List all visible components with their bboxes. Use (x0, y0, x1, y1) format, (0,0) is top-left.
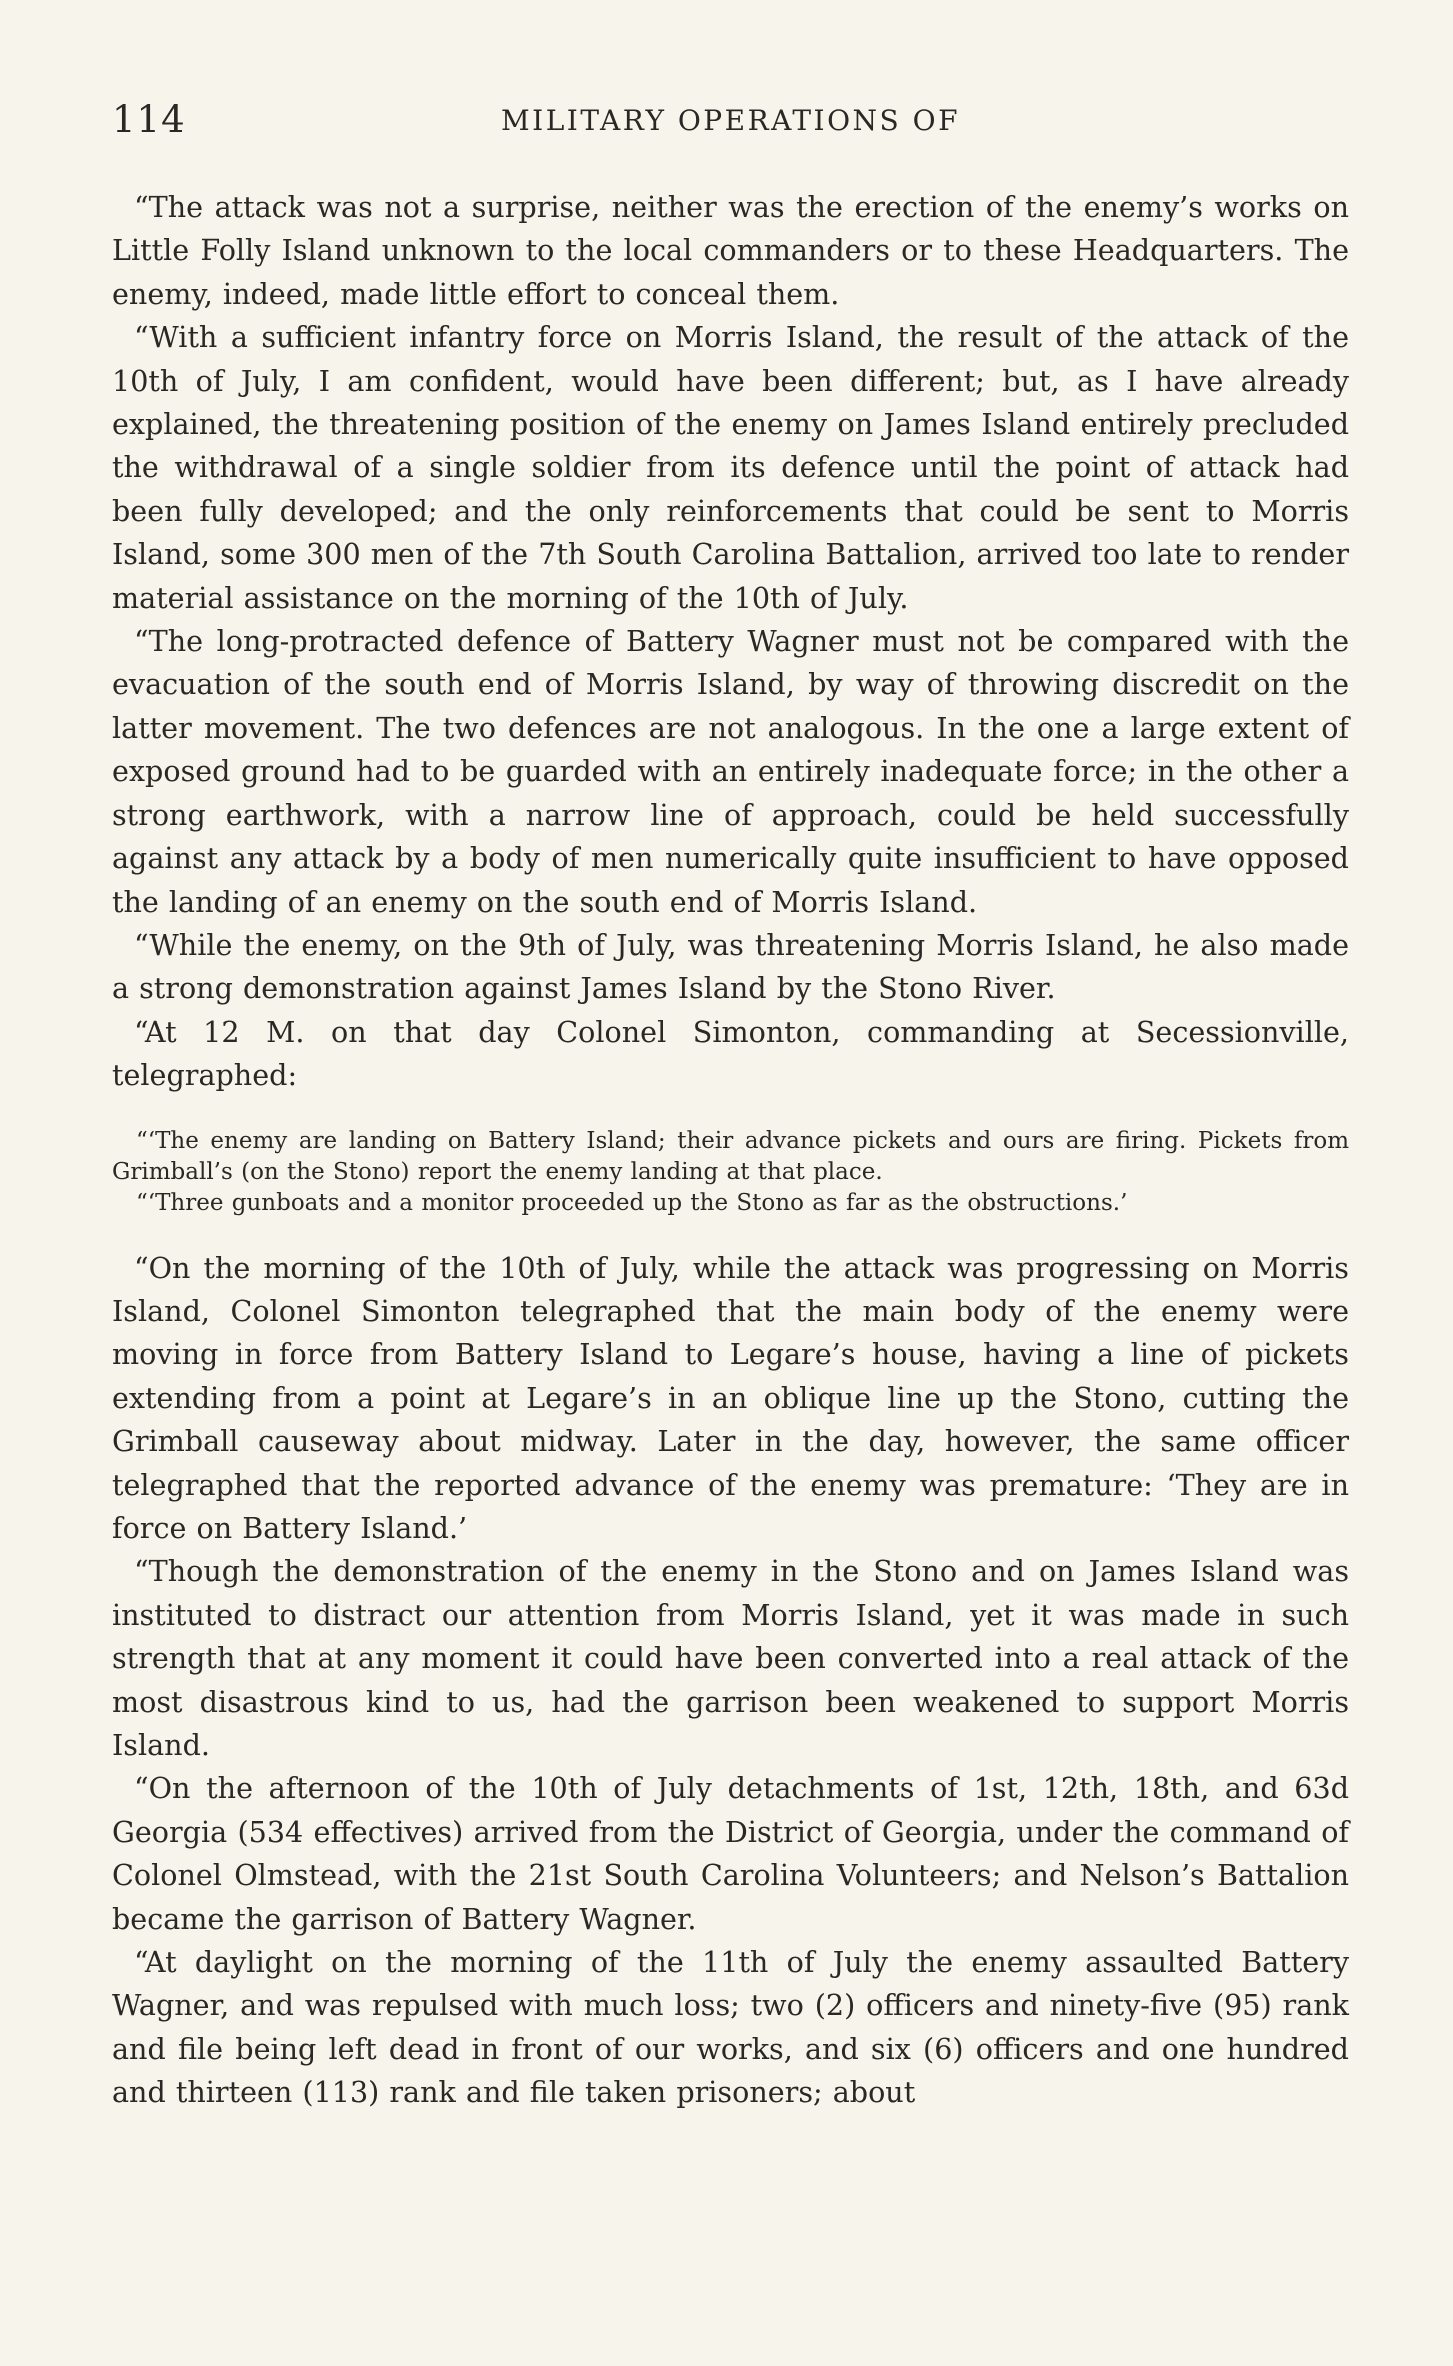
paragraph: “While the enemy, on the 9th of July, was threatening Morris Island, he also made a strong demonstration against James Island by the Stono River. (112, 927, 1349, 1006)
page-number: 114 (112, 98, 186, 141)
quote-paragraph: “‘Three gunboats and a monitor proceeded up the Stono as far as the obstructions.’ (136, 1189, 1128, 1216)
paragraph: “At 12 M. on that day Colonel Simonton, commanding at Secessionville, telegraphed: (112, 1014, 1349, 1093)
page-header (112, 98, 1349, 142)
body-text (112, 186, 1349, 2115)
telegram-quote (112, 1126, 1349, 1219)
paragraph: “At daylight on the morning of the 11th of July the enemy assaulted Battery Wagner, and was repulsed with much loss; two (2) officers and ninety-five (95) rank and file being left dead in front of our works, and six (6) officers and one hundred and thirteen (113) rank and file taken prisoners; about (112, 1945, 1349, 2110)
paragraph: “With a sufficient infantry force on Morris Island, the result of the attack of the 10th of July, I am confident, would have been different; but, as I have already explained, the threatening position of the enemy on James Island entirely precluded the withdrawal of a single soldier from its defence until the point of attack had been fully developed; and the only reinforcements that could be sent to Morris Island, some 300 men of the 7th South Carolina Battalion, arrived too late to render material assistance on the morning of the 10th of July. (112, 320, 1349, 615)
paragraph: “On the afternoon of the 10th of July detachments of 1st, 12th, 18th, and 63d Georgia (534 effectives) arrived from the District of Georgia, under the command of Colonel Olmstead, with the 21st South Carolina Volunteers; and Nelson’s Battalion became the garrison of Battery Wagner. (112, 1771, 1349, 1936)
paragraph: “The attack was not a surprise, neither was the erection of the enemy’s works on Little Folly Island unknown to the local commanders or to these Headquarters. The enemy, indeed, made little effort to conceal them. (112, 190, 1349, 311)
quote-paragraph: “‘The enemy are landing on Battery Island; their advance pickets and ours are firing. Pickets from Grimball’s (on the Stono) report the enemy landing at that place. (112, 1127, 1349, 1185)
running-title: MILITARY OPERATIONS OF (500, 104, 961, 137)
paragraph: “On the morning of the 10th of July, while the attack was progressing on Morris Island, Colonel Simonton telegraphed that the main body of the enemy were moving in force from Battery Island to Legare’s house, having a line of pickets extending from a point at Legare’s in an oblique line up the Stono, cutting the Grimball causeway about midway. Later in the day, however, the same officer telegraphed that the reported advance of the enemy was premature: ‘They are in force on Battery Island.’ (112, 1250, 1349, 1545)
paragraph: “The long-protracted defence of Battery Wagner must not be compared with the evacuation of the south end of Morris Island, by way of throwing discredit on the latter movement. The two defences are not analogous. In the one a large extent of exposed ground had to be guarded with an entirely inadequate force; in the other a strong earthwork, with a narrow line of approach, could be held successfully against any attack by a body of men numerically quite insufficient to have opposed the landing of an enemy on the south end of Morris Island. (112, 624, 1349, 919)
paragraph: “Though the demonstration of the enemy in the Stono and on James Island was instituted to distract our attention from Morris Island, yet it was made in such strength that at any moment it could have been converted into a real attack of the most disastrous kind to us, had the garrison been weakened to support Morris Island. (112, 1554, 1349, 1762)
